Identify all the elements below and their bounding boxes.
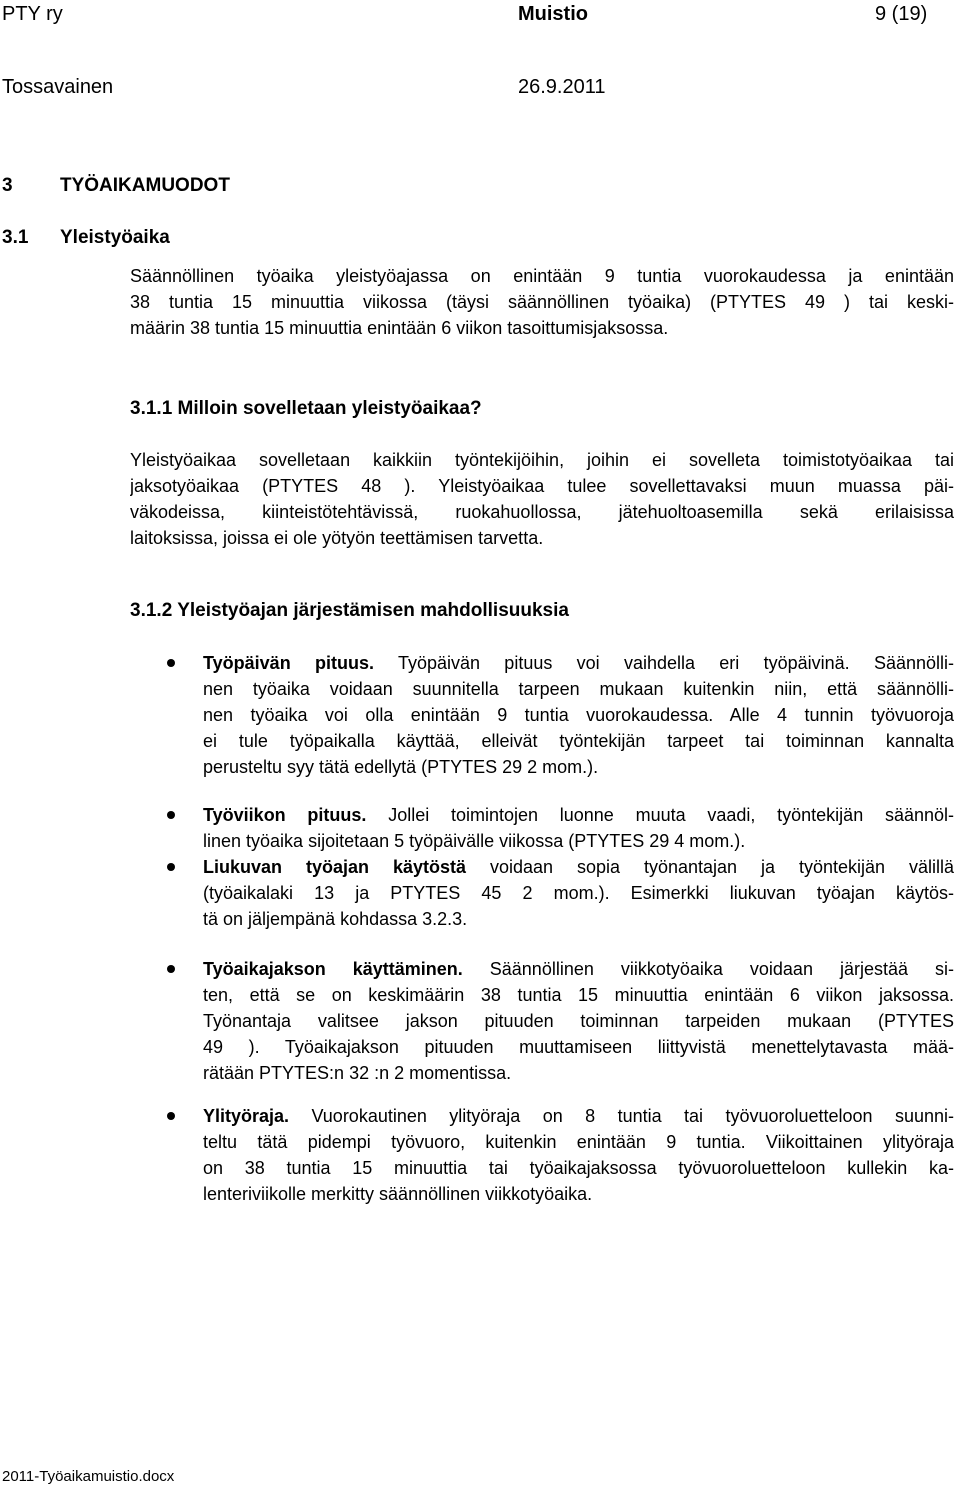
list-item-line: perusteltu syy tätä edellytä (PTYTES 29 2 mom.).	[203, 757, 599, 777]
list-item-line: Ylityöraja. Vuorokautinen ylityöraja on 8 tuntia tai työvuoroluetteloon suunni-	[203, 1106, 954, 1126]
list-item-line: 49 ). Työaikajakson pituuden muuttamiseen liittyvistä menettelytavasta mää-	[203, 1037, 954, 1057]
intro-paragraph	[130, 263, 954, 341]
bullet-icon	[167, 811, 175, 819]
list-item-line: ten, että se on keskimäärin 38 tuntia 15 minuuttia enintään 6 viikon jaksossa.	[203, 985, 954, 1005]
section-number: 3	[2, 175, 13, 196]
bullet-icon	[167, 659, 175, 667]
list-item-line: Liukuvan työajan käytöstä voidaan sopia työnantajan ja työntekijän välillä	[203, 857, 954, 877]
list-item-line: Työviikon pituus. Jollei toimintojen luonne muuta vaadi, työntekijän säännöl-	[203, 805, 954, 825]
paragraph-line: Yleistyöaikaa sovelletaan kaikkiin työntekijöihin, joihin ei sovelleta toimistotyöaikaa tai	[130, 450, 954, 470]
bullet-icon	[167, 1112, 175, 1120]
list-item-line: Työnantaja valitsee jakson pituuden toiminnan tarpeiden mukaan (PTYTES	[203, 1011, 954, 1031]
list-item-line: rätään PTYTES:n 32 :n 2 momentissa.	[203, 1063, 512, 1083]
bullet-list	[130, 956, 954, 1086]
footer-filename: 2011-Työaikamuistio.docx	[2, 1468, 175, 1485]
header-organization: PTY ry	[2, 3, 63, 25]
list-item-line: (työaikalaki 13 ja PTYTES 45 2 mom.). Esimerkki liukuvan työajan käytös-	[203, 883, 954, 903]
intro-line: 38 tuntia 15 minuuttia viikossa (täysi säännöllinen työaika) (PTYTES 49 ) tai keski-	[130, 292, 954, 312]
heading-3-1-1: 3.1.1 Milloin sovelletaan yleistyöaikaa?	[130, 398, 482, 419]
paragraph-3-1-1	[130, 447, 954, 551]
list-item	[130, 802, 954, 854]
list-item-line: lenteriviikolle merkitty säännöllinen viikkotyöaika.	[203, 1184, 593, 1204]
list-item-line: Työaikajakson käyttäminen. Säännöllinen viikkotyöaika voidaan järjestää si-	[203, 959, 954, 979]
header-author: Tossavainen	[2, 76, 114, 98]
list-item-title: Liukuvan työajan käytöstä	[203, 857, 466, 877]
list-item-title: Työpäivän pituus.	[203, 653, 374, 673]
bullet-list	[130, 854, 954, 932]
list-item-line: on 38 tuntia 15 minuuttia tai työaikajaksossa työvuoroluetteloon kullekin ka-	[203, 1158, 954, 1178]
list-item	[130, 854, 954, 932]
subsection-number: 3.1	[2, 227, 29, 248]
intro-line: määrin 38 tuntia 15 minuuttia enintään 6 viikon tasoittumisjaksossa.	[130, 318, 669, 338]
subsection-title: Yleistyöaika	[60, 227, 170, 248]
list-item-line: nen työaika voi olla enintään 9 tuntia vuorokaudessa. Alle 4 tunnin työvuoroja	[203, 705, 954, 725]
bullet-icon	[167, 965, 175, 973]
paragraph-line: laitoksissa, joissa ei ole yötyön teettämisen tarvetta.	[130, 528, 544, 548]
bullet-icon	[167, 863, 175, 871]
list-item-line: teltu tätä pidempi työvuoro, kuitenkin enintään 9 tuntia. Viikoittainen ylityöraja	[203, 1132, 954, 1152]
list-item-title: Työviikon pituus.	[203, 805, 367, 825]
list-item-title: Ylityöraja.	[203, 1106, 290, 1126]
list-item-line: linen työaika sijoitetaan 5 työpäivälle viikossa (PTYTES 29 4 mom.).	[203, 831, 746, 851]
list-item	[130, 650, 954, 780]
header-date: 26.9.2011	[518, 76, 606, 98]
list-item-line: Työpäivän pituus. Työpäivän pituus voi vaihdella eri työpäivinä. Säännölli-	[203, 653, 954, 673]
list-item	[130, 956, 954, 1086]
list-item-line: ei tule työpaikalla käyttää, elleivät työntekijän tarpeet tai toiminnan kannalta	[203, 731, 954, 751]
paragraph-line: jaksotyöaikaa (PTYTES 48 ). Yleistyöaikaa tulee sovellettavaksi muun muassa päi-	[130, 476, 954, 496]
header-document-type: Muistio	[518, 3, 588, 25]
section-heading	[2, 175, 230, 197]
paragraph-line: väkodeissa, kiinteistötehtävissä, ruokahuollossa, jätehuoltoasemilla sekä erilaisissa	[130, 502, 954, 522]
heading-3-1-2: 3.1.2 Yleistyöajan järjestämisen mahdollisuuksia	[130, 600, 569, 621]
list-item-title: Työaikajakson käyttäminen.	[203, 959, 463, 979]
bullet-list	[130, 802, 954, 854]
list-item-line: tä on jäljempänä kohdassa 3.2.3.	[203, 909, 468, 929]
header-page-number: 9 (19)	[875, 3, 928, 25]
subsection-heading	[2, 227, 170, 249]
list-item-line: nen työaika voidaan suunnitella tarpeen mukaan kuitenkin niin, että säännölli-	[203, 679, 954, 699]
bullet-list	[130, 1103, 954, 1207]
bullet-list	[130, 650, 954, 780]
intro-line: Säännöllinen työaika yleistyöajassa on enintään 9 tuntia vuorokaudessa ja enintään	[130, 266, 954, 286]
section-title: TYÖAIKAMUODOT	[60, 175, 230, 196]
list-item	[130, 1103, 954, 1207]
